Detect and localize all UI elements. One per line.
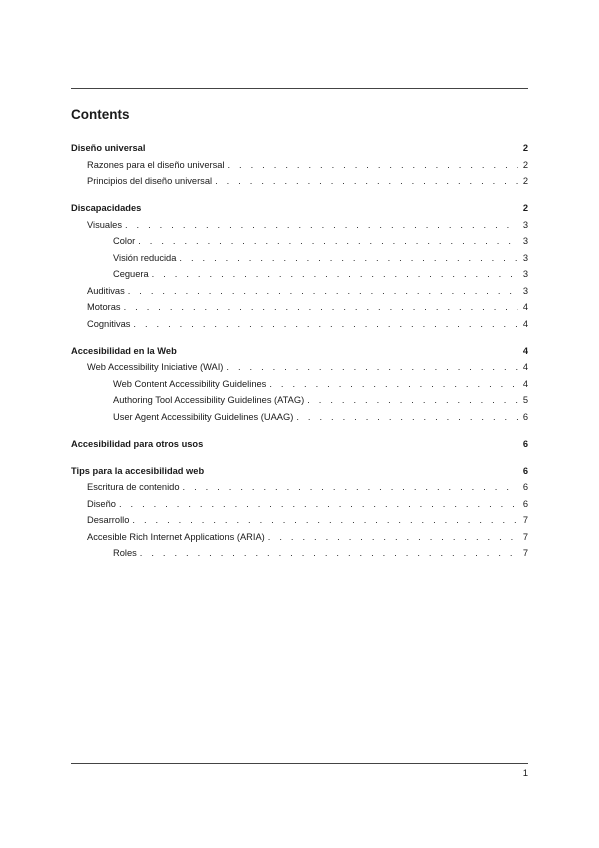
toc-subsection[interactable] xyxy=(71,515,528,532)
toc-entry-page: 4 xyxy=(522,345,528,356)
toc-leader-dots xyxy=(152,269,518,279)
toc-subsubsection[interactable] xyxy=(71,269,528,286)
toc-subsubsection[interactable] xyxy=(71,412,528,429)
toc-leader-dots xyxy=(307,395,518,405)
contents-heading: Contents xyxy=(71,107,130,122)
header-rule xyxy=(71,88,528,89)
toc-entry-title: Tips para la accesibilidad web xyxy=(71,466,207,476)
toc-entry-page: 3 xyxy=(522,219,528,230)
toc-leader-dots xyxy=(269,379,518,389)
toc-leader-dots xyxy=(128,286,518,296)
toc-subsubsection[interactable] xyxy=(71,236,528,253)
toc-entry-page: 7 xyxy=(522,531,528,542)
toc-subsection[interactable] xyxy=(71,286,528,303)
page-number: 1 xyxy=(522,768,528,779)
toc-subsubsection[interactable] xyxy=(71,548,528,565)
toc-subsection[interactable] xyxy=(71,160,528,177)
toc-subsubsection[interactable] xyxy=(71,379,528,396)
toc-leader-dots xyxy=(132,515,518,525)
toc-leader-dots xyxy=(140,548,518,558)
toc-entry-title: Accesible Rich Internet Applications (ARIA) xyxy=(87,532,268,542)
toc-entry-page: 4 xyxy=(522,302,528,312)
toc-entry-page: 6 xyxy=(522,438,528,449)
toc-subsection[interactable] xyxy=(71,482,528,499)
toc-entry-page: 6 xyxy=(522,498,528,509)
toc-entry-page: 4 xyxy=(522,362,528,372)
toc-subsection[interactable] xyxy=(71,302,528,319)
table-of-contents xyxy=(71,143,528,565)
toc-section[interactable] xyxy=(71,203,528,220)
toc-leader-dots xyxy=(133,319,518,329)
toc-entry-title: Principios del diseño universal xyxy=(87,176,215,186)
toc-subsubsection[interactable] xyxy=(71,253,528,270)
toc-entry-title: Motoras xyxy=(87,302,124,312)
toc-entry-page: 6 xyxy=(522,465,528,476)
toc-entry-page: 2 xyxy=(522,143,528,153)
toc-entry-page: 4 xyxy=(522,378,528,389)
toc-section[interactable] xyxy=(71,466,528,483)
toc-subsection[interactable] xyxy=(71,319,528,336)
toc-entry-title: Desarrollo xyxy=(87,515,132,525)
footer-rule xyxy=(71,763,528,764)
toc-entry-title: Accesibilidad en la Web xyxy=(71,346,180,356)
toc-subsection[interactable] xyxy=(71,499,528,516)
toc-entry-title: Discapacidades xyxy=(71,203,144,213)
toc-entry-page: 3 xyxy=(522,269,528,279)
toc-leader-dots xyxy=(124,302,518,312)
toc-subsubsection[interactable] xyxy=(71,395,528,412)
toc-entry-title: Auditivas xyxy=(87,286,128,296)
toc-entry-title: User Agent Accessibility Guidelines (UAAG) xyxy=(113,412,296,422)
toc-leader-dots xyxy=(179,253,518,263)
toc-entry-title: Authoring Tool Accessibility Guidelines (ATAG) xyxy=(113,395,307,405)
toc-entry-page: 3 xyxy=(522,236,528,246)
toc-entry-page: 3 xyxy=(522,285,528,296)
toc-entry-title: Escritura de contenido xyxy=(87,482,183,492)
toc-entry-title: Web Accessibility Iniciative (WAI) xyxy=(87,362,226,372)
toc-leader-dots xyxy=(119,499,518,509)
toc-entry-title: Ceguera xyxy=(113,269,152,279)
toc-entry-page: 3 xyxy=(522,252,528,263)
toc-entry-title: Color xyxy=(113,236,138,246)
toc-entry-page: 6 xyxy=(522,482,528,492)
toc-leader-dots xyxy=(268,532,518,542)
toc-leader-dots xyxy=(183,482,518,492)
toc-entry-page: 6 xyxy=(522,411,528,422)
toc-subsection[interactable] xyxy=(71,176,528,193)
toc-leader-dots xyxy=(125,220,518,230)
toc-leader-dots xyxy=(226,362,518,372)
toc-entry-page: 2 xyxy=(522,203,528,213)
toc-section[interactable] xyxy=(71,346,528,363)
toc-entry-page: 5 xyxy=(522,395,528,405)
toc-leader-dots xyxy=(227,160,518,170)
toc-entry-title: Visuales xyxy=(87,220,125,230)
toc-section[interactable] xyxy=(71,143,528,160)
toc-leader-dots xyxy=(138,236,518,246)
toc-subsection[interactable] xyxy=(71,532,528,549)
toc-entry-title: Visión reducida xyxy=(113,253,179,263)
toc-entry-page: 7 xyxy=(522,548,528,558)
toc-section[interactable] xyxy=(71,439,528,456)
toc-entry-title: Razones para el diseño universal xyxy=(87,160,227,170)
toc-leader-dots xyxy=(296,412,518,422)
toc-entry-page: 7 xyxy=(522,515,528,525)
toc-entry-page: 4 xyxy=(522,318,528,329)
toc-leader-dots xyxy=(215,176,518,186)
toc-subsection[interactable] xyxy=(71,362,528,379)
toc-entry-title: Roles xyxy=(113,548,140,558)
toc-entry-title: Diseño xyxy=(87,499,119,509)
toc-entry-page: 2 xyxy=(522,176,528,186)
toc-entry-title: Cognitivas xyxy=(87,319,133,329)
toc-entry-title: Diseño universal xyxy=(71,143,148,153)
toc-entry-title: Web Content Accessibility Guidelines xyxy=(113,379,269,389)
toc-entry-page: 2 xyxy=(522,159,528,170)
toc-subsection[interactable] xyxy=(71,220,528,237)
toc-entry-title: Accesibilidad para otros usos xyxy=(71,439,206,449)
